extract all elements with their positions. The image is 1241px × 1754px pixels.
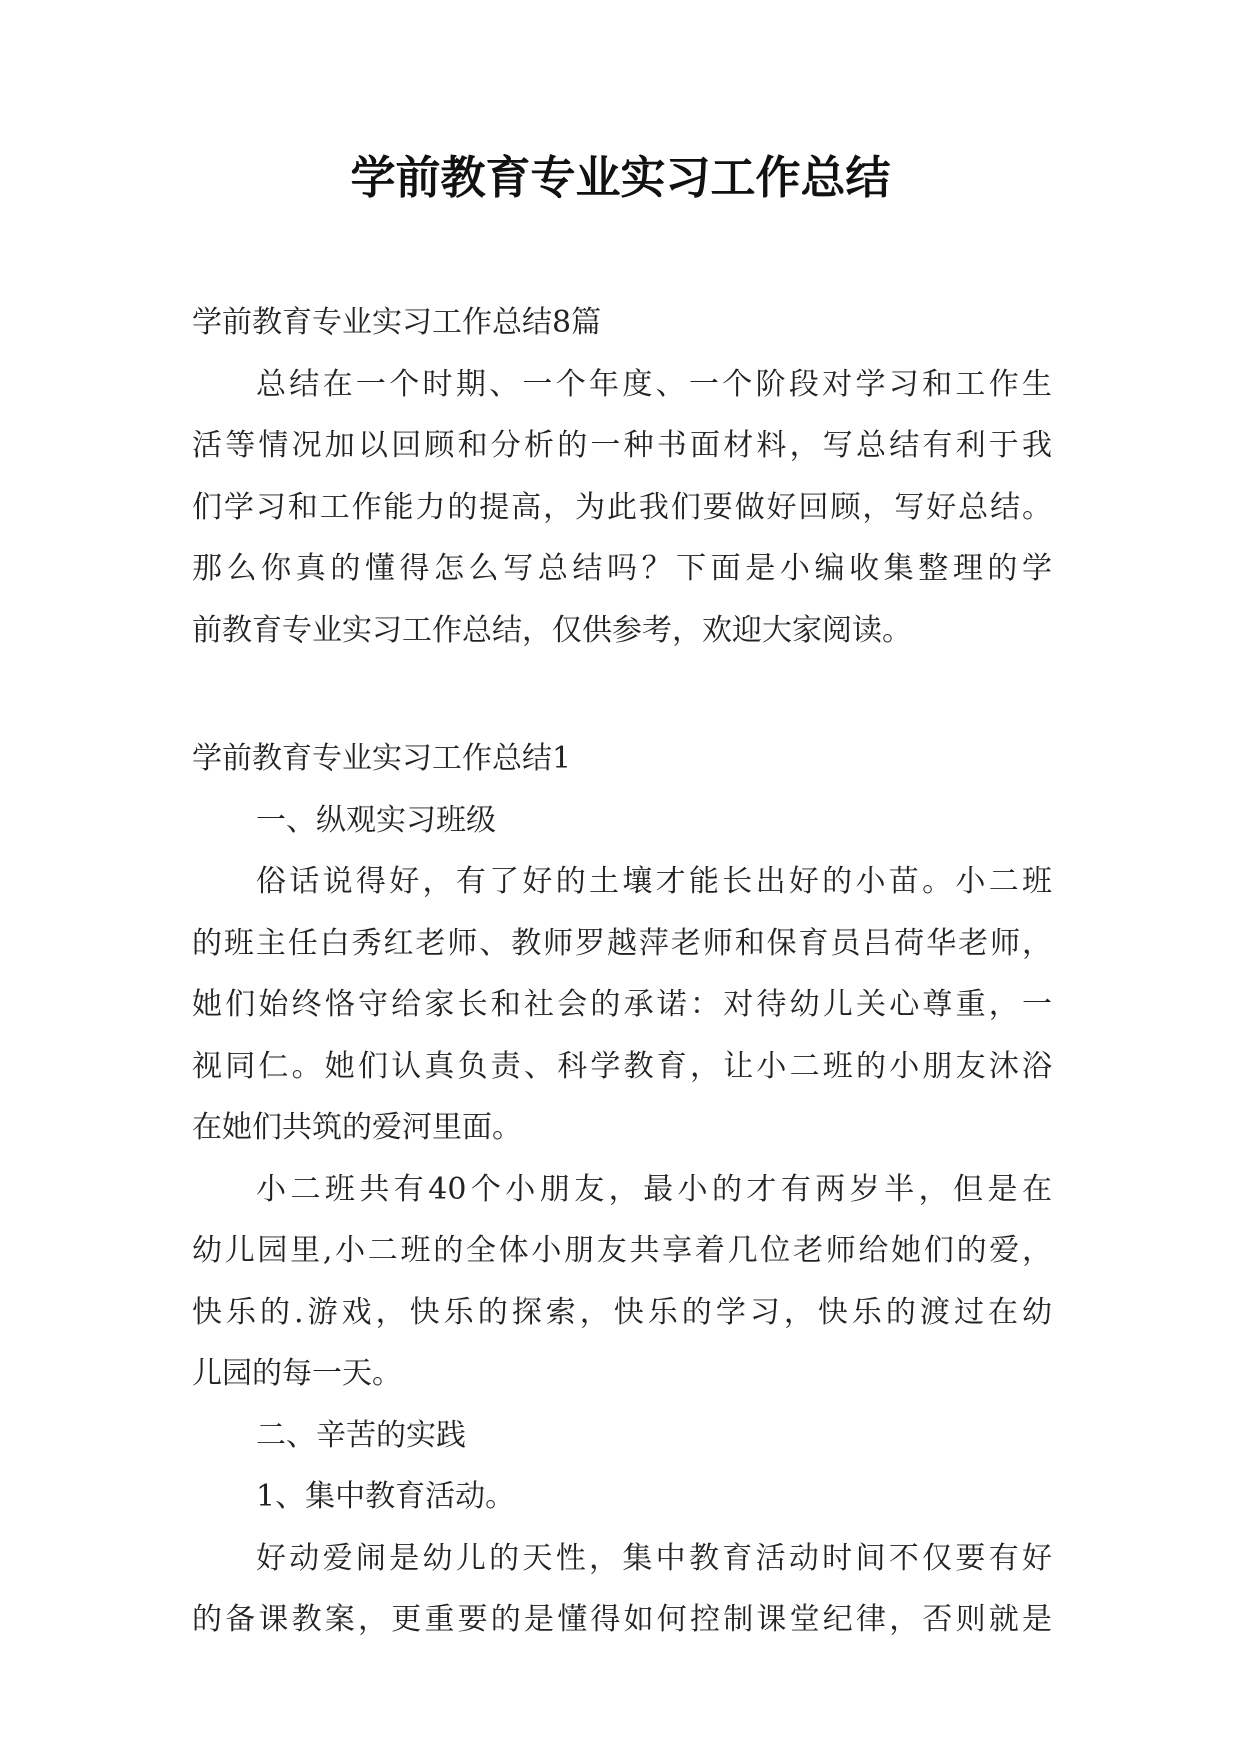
paragraph-line: 俗话说得好，有了好的土壤才能长出好的小苗。小二班 — [256, 864, 1052, 899]
paragraph-line: 活等情况加以回顾和分析的一种书面材料，写总结有利于我 — [192, 428, 1052, 463]
paragraph-line: 快乐的.游戏，快乐的探索，快乐的学习，快乐的渡过在幼 — [192, 1294, 1052, 1330]
part-heading: 一、纵观实习班级 — [256, 802, 496, 838]
section-heading: 学前教育专业实习工作总结1 — [192, 741, 572, 776]
item-heading: 1、集中教育活动。 — [256, 1479, 516, 1514]
intro-paragraph — [192, 354, 1052, 662]
paragraph-line: 的班主任白秀红老师、教师罗越萍老师和保育员吕荷华老师， — [192, 925, 1052, 961]
paragraph — [192, 1159, 1052, 1405]
paragraph-line: 在她们共筑的爱河里面。 — [192, 1110, 522, 1145]
section-spacer — [192, 661, 1052, 728]
paragraph-line: 们学习和工作能力的提高，为此我们要做好回顾，写好总结。 — [192, 489, 1052, 525]
document-title: 学前教育专业实习工作总结 — [350, 151, 891, 204]
paragraph-line: 的备课教案，更重要的是懂得如何控制课堂纪律，否则就是 — [192, 1602, 1052, 1637]
paragraph-line: 总结在一个时期、一个年度、一个阶段对学习和工作生 — [256, 366, 1052, 402]
part-heading: 二、辛苦的实践 — [256, 1417, 466, 1453]
paragraph-line: 幼儿园里,小二班的全体小朋友共享着几位老师给她们的爱， — [192, 1233, 1052, 1268]
paragraph-line: 她们始终恪守给家长和社会的承诺：对待幼儿关心尊重，一 — [192, 987, 1052, 1022]
paragraph-line: 好动爱闹是幼儿的天性，集中教育活动时间不仅要有好 — [256, 1540, 1052, 1576]
document-body — [192, 292, 1052, 1651]
paragraph — [192, 1528, 1052, 1651]
paragraph-line: 视同仁。她们认真负责、科学教育，让小二班的小朋友沐浴 — [192, 1048, 1052, 1084]
paragraph-line: 小二班共有40个小朋友，最小的才有两岁半，但是在 — [256, 1171, 1052, 1207]
paragraph-line: 那么你真的懂得怎么写总结吗？下面是小编收集整理的学 — [192, 551, 1052, 586]
paragraph — [192, 851, 1052, 1159]
paragraph-line: 前教育专业实习工作总结，仅供参考，欢迎大家阅读。 — [192, 612, 912, 648]
document-subtitle: 学前教育专业实习工作总结8篇 — [192, 305, 602, 340]
paragraph-line: 儿园的每一天。 — [192, 1356, 402, 1391]
